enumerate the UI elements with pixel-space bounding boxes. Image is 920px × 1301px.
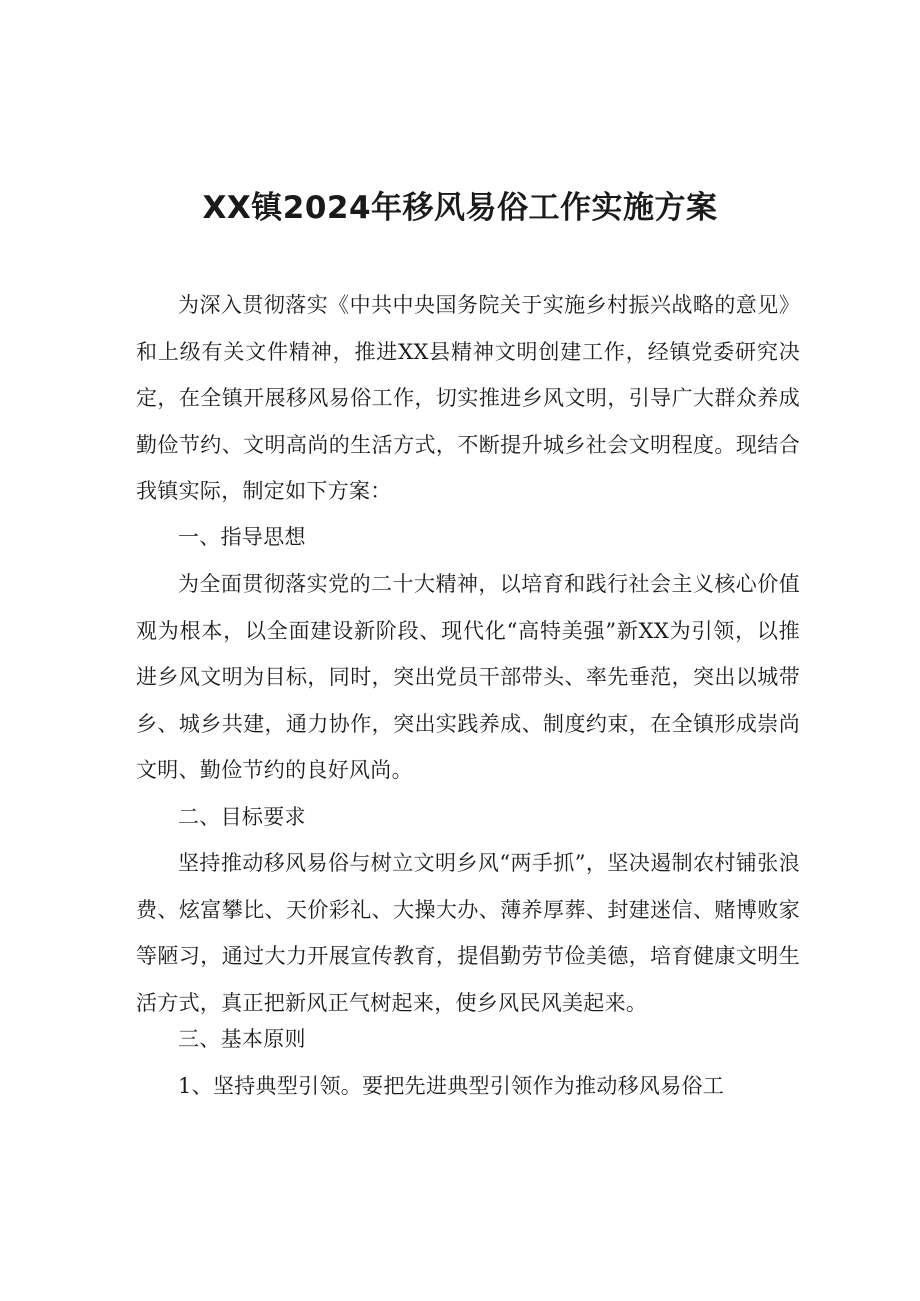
- guiding-thought-paragraph: 为全面贯彻落实党的二十大精神，以培育和践行社会主义核心价值观为根本，以全面建设新阶段、现代化“高特美强”新XX为引领，以推进乡风文明为目标，同时，突出党员干部带头、率先垂范，突出以城带乡、城乡共建，通力协作，突出实践养成、制度约束，在全镇形成崇尚文明、勤俭节约的良好风尚。: [136, 572, 800, 782]
- goals-paragraph: 坚持推动移风易俗与树立文明乡风“两手抓”，坚决遏制农村铺张浪费、炫富攀比、天价彩礼、大操大办、薄养厚葬、封建迷信、赌博败家等陋习，通过大力开展宣传教育，提倡勤劳节俭美德，培育健康文明生活方式，真正把新风正气树起来，使乡风民风美起来。: [136, 851, 800, 1015]
- document-title: XX镇2024年移风易俗工作实施方案: [202, 190, 718, 226]
- section-heading-goals: 二、目标要求: [178, 805, 306, 829]
- section-heading-principles: 三、基本原则: [178, 1027, 306, 1051]
- principle-1-paragraph: 1、坚持典型引领。要把先进典型引领作为推动移风易俗工: [178, 1074, 725, 1098]
- section-heading-guiding-thought: 一、指导思想: [178, 525, 306, 549]
- intro-paragraph: 为深入贯彻落实《中共中央国务院关于实施乡村振兴战略的意见》和上级有关文件精神，推进XX县精神文明创建工作，经镇党委研究决定，在全镇开展移风易俗工作，切实推进乡风文明，引导广大群众养成勤俭节约、文明高尚的生活方式，不断提升城乡社会文明程度。现结合我镇实际，制定如下方案：: [136, 293, 800, 503]
